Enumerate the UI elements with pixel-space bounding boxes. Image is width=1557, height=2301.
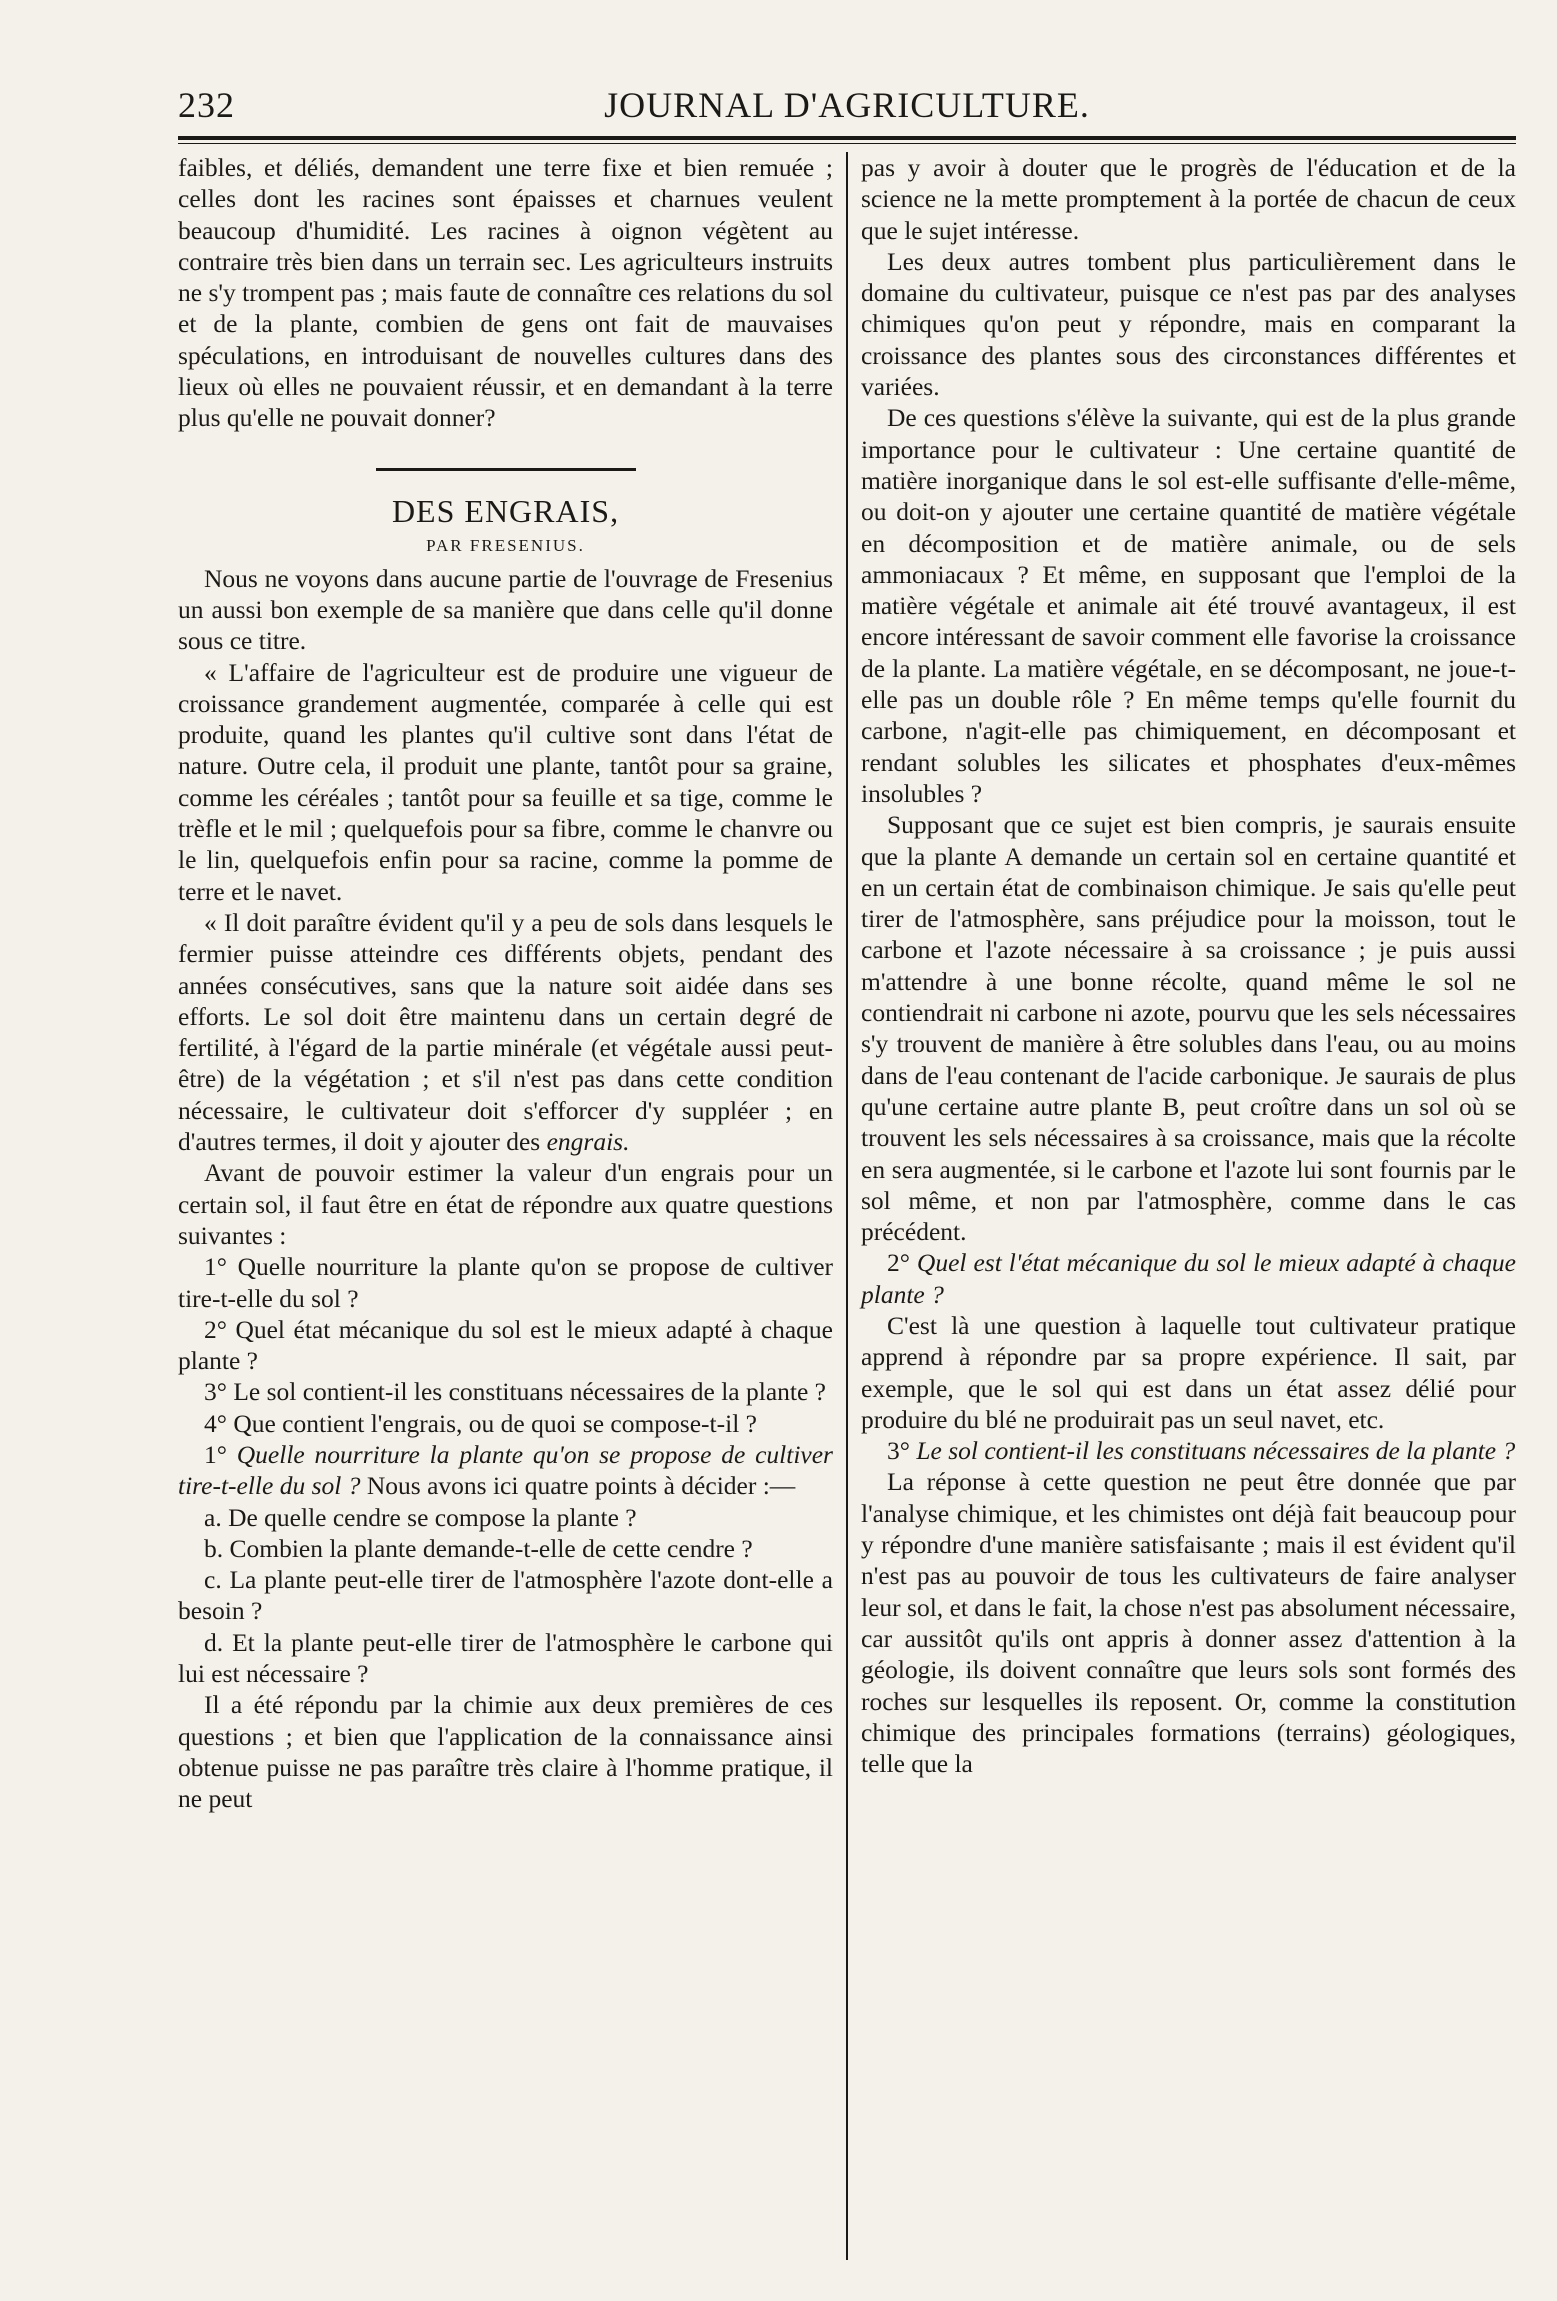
- paragraph: De ces questions s'élève la suivante, qui est de la plus grande importance pour le cultivateur : Une certaine quantité de matière inorganique dans le sol est-elle suffisante d'elle-même, ou doit-on y ajouter une certaine quantité de matière végétale en décomposition et de matière animale, ou de sels ammoniacaux ? Et même, en supposant que l'emploi de la matière végétale et animale ait été trouvé avantageux, il est encore intéressant de savoir comment elle favorise la croissance de la plante. La matière végétale, en se décomposant, ne joue-t-elle pas un double rôle ? En même temps qu'elle fournit du carbone, n'agit-elle pas chimiquement, en décomposant et rendant solubles les silicates et phosphates d'eux-mêmes insolubles ?: [861, 403, 1516, 808]
- journal-title: JOURNAL D'AGRICULTURE.: [604, 85, 1090, 125]
- answer-number: 1°: [204, 1439, 227, 1469]
- question-3: 3° Le sol contient-il les constituans nécessaires de la plante ?: [204, 1377, 826, 1407]
- running-head: [178, 80, 1516, 126]
- left-column: [178, 152, 846, 2260]
- intro-paragraph: faibles, et déliés, demandent une terre fixe et bien remuée ; celles dont les racines sont épaisses et charnues veulent beaucoup d'humidité. Les racines à oignon végètent au contraire très bien dans un terrain sec. Les agriculteurs instruits ne s'y trompent pas ; mais faute de connaître ces relations du sol et de la plante, combien de gens ont fait de mauvaises spéculations, en introduisant de nouvelles cultures dans des lieux où elles ne pouvaient réussir, et en demandant à la terre plus qu'elle ne pouvait donner?: [178, 153, 833, 433]
- emphasis-text: engrais.: [546, 1127, 630, 1157]
- text-columns: [178, 152, 1516, 2260]
- question-4: 4° Que contient l'engrais, ou de quoi se compose-t-il ?: [204, 1408, 757, 1438]
- paragraph: pas y avoir à douter que le progrès de l'éducation et de la science ne la mette promptement à la portée de chacun de ceux que le sujet intéresse.: [861, 153, 1516, 245]
- question-1: 1° Quelle nourriture la plante qu'on se propose de cultiver tire-t-elle du sol ?: [178, 1252, 833, 1313]
- section-question: Le sol contient-il les constituans nécessaires de la plante ?: [916, 1436, 1516, 1466]
- paragraph: La réponse à cette question ne peut être donnée que par l'analyse chimique, et les chimistes ont déjà fait beaucoup pour y répondre d'une manière satisfaisante ; mais il est évident qu'il n'est pas au pouvoir de tous les cultivateurs de faire analyser leur sol, et dans le fait, la chose n'est pas absolument nécessaire, car aussitôt qu'ils ont appris à donner assez d'attention à la géologie, ils doivent connaître que leurs sols sont formés des roches sur lesquelles ils reposent. Or, comme la constitution chimique des principales formations (terrains) géologiques, telle que la: [861, 1467, 1516, 1779]
- paragraph: Il a été répondu par la chimie aux deux premières de ces questions ; et bien que l'application de la connaissance ainsi obtenue puisse ne pas paraître très claire à l'homme pratique, il ne peut: [178, 1690, 833, 1814]
- section-number: 2°: [887, 1248, 910, 1278]
- paragraph: Avant de pouvoir estimer la valeur d'un engrais pour un certain sol, il faut être en état de répondre aux quatre questions suivantes :: [178, 1158, 833, 1250]
- answer-text: Nous avons ici quatre points à décider :—: [366, 1471, 796, 1501]
- section-question: Quel est l'état mécanique du sol le mieux adapté à chaque plante ?: [861, 1248, 1516, 1309]
- right-column: [848, 152, 1516, 2260]
- page-number: 232: [178, 85, 235, 125]
- point-a: a. De quelle cendre se compose la plante ?: [204, 1502, 637, 1532]
- paragraph: « L'affaire de l'agriculteur est de produire une vigueur de croissance grandement augmentée, comparée à celle qui est produite, quand les plantes qu'il cultive sont dans l'état de nature. Outre cela, il produit une plante, tantôt pour sa graine, comme les céréales ; tantôt pour sa feuille et sa tige, comme le trèfle et le mil ; quelquefois pour sa fibre, comme le chanvre ou le lin, quelquefois enfin pour sa racine, comme la pomme de terre et le navet.: [178, 657, 833, 906]
- section-separator: [376, 468, 636, 471]
- point-b: b. Combien la plante demande-t-elle de cette cendre ?: [204, 1533, 753, 1563]
- point-c: c. La plante peut-elle tirer de l'atmosphère l'azote dont-elle a besoin ?: [178, 1565, 833, 1626]
- question-2: 2° Quel état mécanique du sol est le mieux adapté à chaque plante ?: [178, 1314, 833, 1376]
- article-byline: PAR FRESENIUS.: [426, 535, 585, 555]
- point-d: d. Et la plante peut-elle tirer de l'atmosphère le carbone qui lui est nécessaire ?: [178, 1627, 833, 1689]
- paragraph: Les deux autres tombent plus particulièrement dans le domaine du cultivateur, puisque ce n'est pas par des analyses chimiques qu'on peut y répondre, mais en comparant la croissance des plantes sous des circonstances différentes et variées.: [861, 246, 1516, 402]
- paragraph: Supposant que ce sujet est bien compris, je saurais ensuite que la plante A demande un certain sol en certaine quantité et en un certain état de combinaison chimique. Je sais qu'elle peut tirer de l'atmosphère, sans préjudice pour la moisson, tout le carbone et l'azote nécessaire à sa croissance ; je puis aussi m'attendre à une bonne récolte, quand même le sol ne contiendrait ni carbone ni azote, pourvu que les sels nécessaires s'y trouvent de manière à être solubles dans l'eau, ou au moins dans de l'eau contenant de l'acide carbonique. Je saurais de plus qu'une certaine autre plante B, peut croître dans un sol où se trouvent les sels nécessaires à sa croissance, mais que la récolte en sera augmentée, si le carbone et l'azote lui sont fournis par le sol même, et non par l'atmosphère, comme dans le cas précédent.: [861, 810, 1516, 1247]
- header-rule: [178, 136, 1516, 144]
- section-2-heading: [861, 1247, 1516, 1310]
- answer-1-heading: [178, 1439, 833, 1502]
- article-title: DES ENGRAIS,: [391, 492, 620, 529]
- section-number: 3°: [887, 1436, 910, 1466]
- section-3-heading: [861, 1435, 1516, 1466]
- paragraph: C'est là une question à laquelle tout cultivateur pratique apprend à répondre par sa propre expérience. Il sait, par exemple, que le sol qui est dans un état assez délié pour produire du blé ne produirait pas un seul navet, etc.: [861, 1310, 1516, 1434]
- paragraph: [178, 907, 833, 1157]
- paragraph: Nous ne voyons dans aucune partie de l'ouvrage de Fresenius un aussi bon exemple de sa manière que dans celle qu'il donne sous ce titre.: [178, 563, 833, 656]
- paragraph-text: « Il doit paraître évident qu'il y a peu de sols dans lesquels le fermier puisse atteindre ces différents objets, pendant des années consécutives, sans que la nature soit aidée dans ses efforts. Le sol doit être maintenu dans un certain degré de fertilité, à l'égard de la partie minérale (et végétale aussi peut-être) de la végétation ; et s'il n'est pas dans cette condition nécessaire, le cultivateur doit s'efforcer d'y suppléer ; en d'autres termes, il doit y ajouter des: [178, 907, 833, 1157]
- answer-question: Quelle nourriture la plante qu'on se propose de cultiver tire-t-elle du sol ?: [178, 1439, 833, 1501]
- journal-page: [178, 80, 1516, 2260]
